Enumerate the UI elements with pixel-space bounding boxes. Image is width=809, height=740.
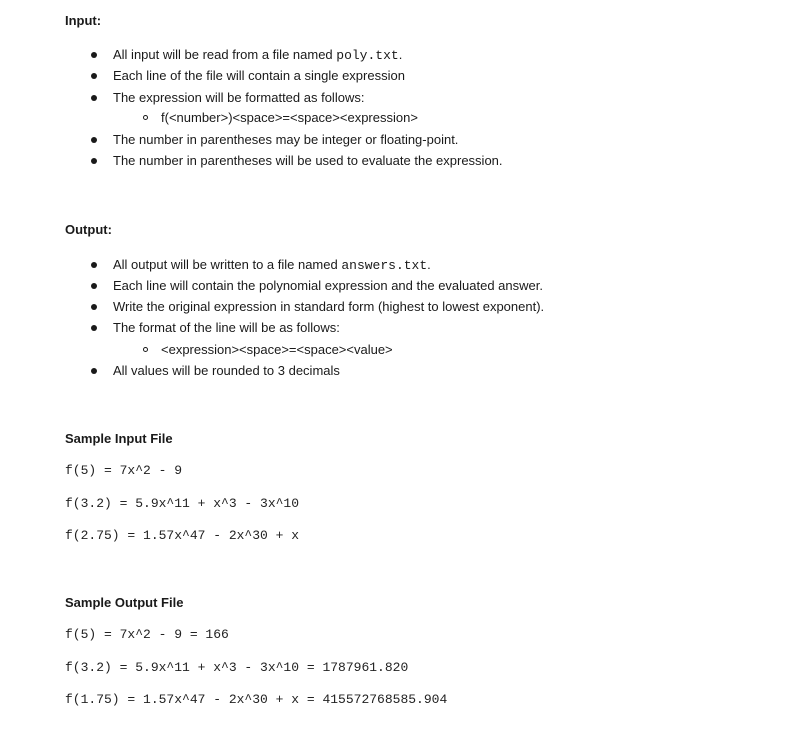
input-heading: Input: [65,13,102,28]
bullet-icon [91,137,97,143]
sample-input-line: f(3.2) = 5.9x^11 + x^3 - 3x^10 [65,496,300,511]
bullet-icon [91,325,97,331]
sample-output-line: f(1.75) = 1.57x^47 - 2x^30 + x = 415572768585.904 [65,692,448,707]
bullet-icon [91,304,97,310]
filename: poly.txt [336,48,399,63]
sub-bullet-icon [143,115,148,120]
sample-output-heading: Sample Output File [65,595,184,610]
bullet-icon [91,52,97,58]
sample-output-line: f(5) = 7x^2 - 9 = 166 [65,627,229,642]
sample-output-line: f(3.2) = 5.9x^11 + x^3 - 3x^10 = 1787961.820 [65,660,409,675]
sample-input-line: f(5) = 7x^2 - 9 [65,463,183,478]
bullet-icon [91,283,97,289]
bullet-icon [91,262,97,268]
bullet-icon [91,158,97,164]
sample-input-heading: Sample Input File [65,431,173,446]
sub-bullet-icon [143,347,148,352]
sample-input-line: f(2.75) = 1.57x^47 - 2x^30 + x [65,528,300,543]
bullet-icon [91,368,97,374]
output-heading: Output: [65,222,112,237]
bullet-icon [91,73,97,79]
filename: answers.txt [341,258,428,273]
bullet-icon [91,95,97,101]
